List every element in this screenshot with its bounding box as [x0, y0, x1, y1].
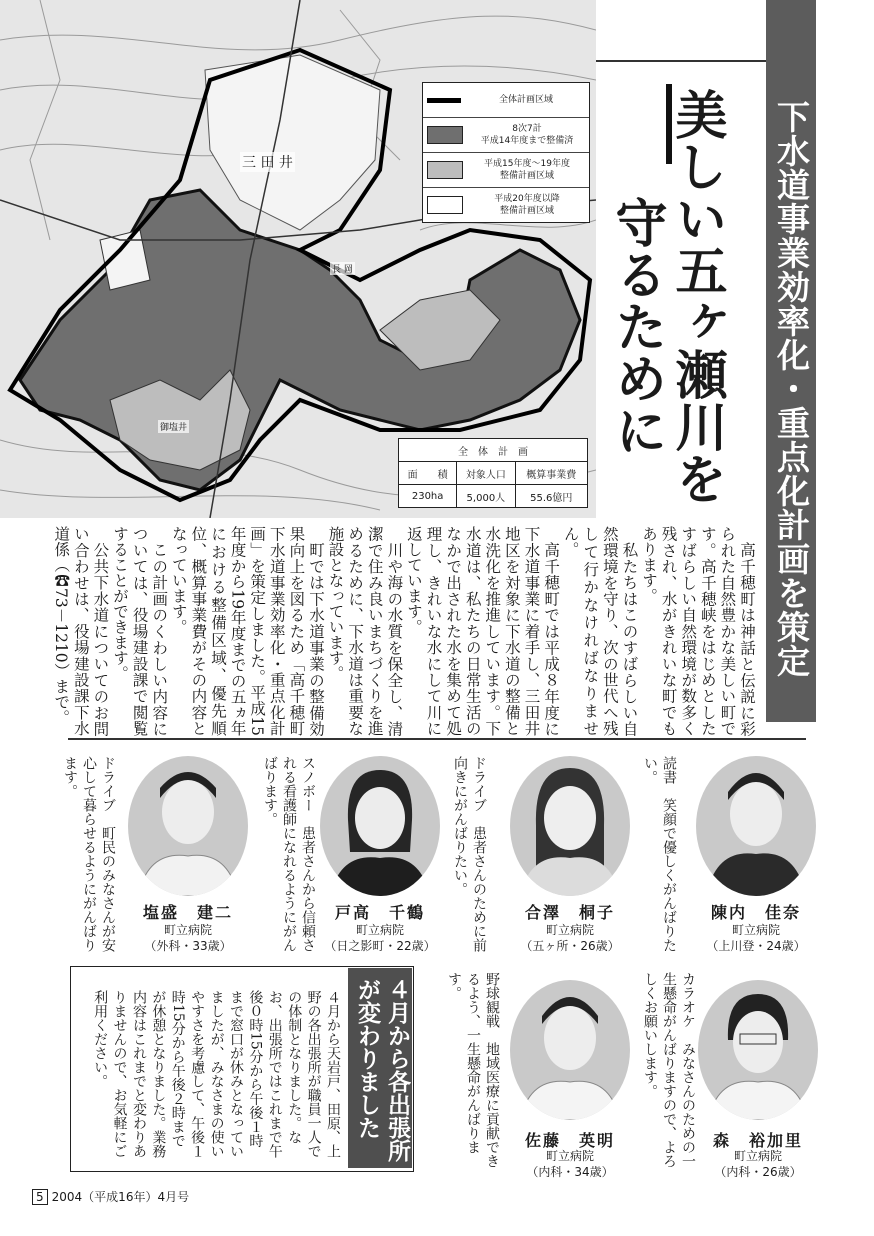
staff-comment: 野球観戦 地域医療に貢献できるよう、一生懸命がんばります。 — [446, 972, 500, 1168]
page-number: 5 — [32, 1189, 48, 1205]
staff-name: 戸高 千鶴 — [334, 903, 425, 922]
legend-item — [423, 118, 589, 153]
section-divider — [68, 738, 806, 740]
plan-table-header: 対象人口 — [457, 462, 515, 485]
top-rule — [596, 60, 766, 62]
staff-profile — [260, 752, 450, 962]
plan-table-cell: 5,000人 — [457, 485, 515, 508]
body-paragraph: 高千穂町では平成８年度に下水道事業に着手し、三田井地区を対象に下水道の整備と水洗化を推進しています。下水道は、私たちの日常生活のなかで出された水を集めて処理し、きれいな水にして川に返しています。 — [404, 526, 561, 736]
staff-org: 町立病院 — [163, 923, 212, 937]
legend-item — [423, 188, 589, 222]
page-footer — [32, 1188, 189, 1205]
staff-profile — [450, 752, 640, 962]
area-label-nagaoka: 長 岡 — [330, 262, 355, 275]
staff-name: 陳内 佳奈 — [710, 903, 801, 922]
area-label-gosanso: 御塩井 — [158, 420, 189, 433]
future-swatch — [427, 196, 463, 214]
body-paragraph: 高千穂町は神話と伝説に彩られた自然豊かな美しい町です。高千穂峡をはじめとしたすばらしい自然環境が数多く残され、水がきれいな町でもあります。 — [640, 526, 756, 736]
staff-profile — [640, 968, 820, 1182]
notice-body: ４月から天岩戸、田原、上野の各出張所が職員一人での体制となりました。なお、出張所ではこれまで午後０時15分から午後１時まで窓口が休みとなっていましたが、みなさまの使いやすさを考慮して、午後１時15分から午後２時までが休憩となりました。業務内容はこれまでと変わりありませんので、お気軽にご利用ください。 — [92, 990, 341, 1158]
staff-org: 町立病院 — [355, 923, 404, 937]
body-paragraph: 町では下水道事業の整備効果向上を図るため「高千穂町下水道事業効率化・重点化計画」を策定しました。平成15年度から19年度までの五ヵ年における整備区域、優先順位、概算事業費がその内容となっています。 — [169, 526, 325, 736]
staff-name: 森 裕加里 — [712, 1131, 803, 1150]
article-banner: 下水道事業効率化・重点化計画を策定 — [772, 100, 811, 678]
plan-table-cell: 55.6億円 — [515, 485, 588, 508]
article-title-line1: 美しい五ヶ瀬川を — [666, 88, 727, 504]
article-body — [50, 526, 756, 736]
issue-label: 2004（平成16年）4月号 — [51, 1190, 190, 1204]
boundary-swatch — [427, 98, 461, 103]
developed-swatch — [427, 126, 463, 144]
body-paragraph: 私たちはこのすばらしい自然環境を守り、次の世代へ残して行かなければなりません。 — [561, 526, 639, 736]
staff-comment: カラオケ みなさんのための一生懸命がんばりますので、よろしくお願いします。 — [642, 972, 696, 1168]
planned-swatch — [427, 161, 463, 179]
body-paragraph: 公共下水道についてのお問い合わせは、役場建設課下水道係（☎73－1210）まで。 — [52, 526, 110, 736]
staff-detail: （五ヶ所・26歳） — [520, 939, 620, 953]
staff-photo — [696, 756, 816, 896]
staff-photo — [510, 980, 630, 1120]
staff-photo — [128, 756, 248, 896]
staff-name: 合澤 桐子 — [524, 903, 615, 922]
plan-table-title: 全 体 計 画 — [399, 439, 588, 462]
staff-comment: ドライブ 患者さんのために前向きにがんばりたい。 — [452, 756, 487, 952]
legend-label: 平成15年度～19年度 整備計画区域 — [484, 159, 570, 181]
staff-name: 佐藤 英明 — [524, 1131, 615, 1150]
staff-name: 塩盛 建二 — [142, 903, 233, 922]
legend-label: 8次7計 平成14年度まで整備済 — [480, 124, 574, 146]
legend-label: 平成20年度以降 整備計画区域 — [494, 194, 560, 216]
plan-table-cell: 230ha — [399, 485, 457, 508]
staff-profile — [444, 968, 640, 1182]
staff-detail: （日之影町・22歳） — [324, 939, 436, 953]
staff-org: 町立病院 — [731, 923, 780, 937]
staff-detail: （内科・34歳） — [526, 1165, 614, 1179]
article-title-line2: 守るために — [606, 196, 667, 456]
staff-comment: 読書 笑顔で優しくがんばりたい。 — [642, 756, 677, 952]
staff-detail: （内科・26歳） — [714, 1165, 802, 1179]
notice-title: ４月から各出張所が変わりました — [348, 968, 412, 1168]
staff-photo — [510, 756, 630, 896]
body-paragraph: この計画のくわしい内容については、役場建設課で閲覧することができます。 — [111, 526, 169, 736]
area-label-sanda: 三 田 井 — [240, 152, 295, 172]
overall-plan-table — [398, 438, 588, 508]
body-paragraph: 川や海の水質を保全し、清潔で住み良いまちづくりを進めるために、下水道は重要な施設となっています。 — [326, 526, 404, 736]
staff-org: 町立病院 — [545, 923, 594, 937]
staff-profile — [60, 752, 260, 962]
staff-comment: ドライブ 町民のみなさんが安心して暮らせるようにがんばります。 — [62, 756, 116, 952]
legend-item — [423, 153, 589, 188]
plan-table-header: 概算事業費 — [515, 462, 588, 485]
map-legend — [422, 82, 590, 223]
staff-org: 町立病院 — [733, 1149, 782, 1163]
staff-detail: （外科・33歳） — [144, 939, 232, 953]
legend-label: 全体計画区域 — [498, 95, 553, 105]
staff-org: 町立病院 — [545, 1149, 594, 1163]
staff-comment: スノボー 患者さんから信頼される看護師になれるようにがんばります。 — [262, 756, 316, 952]
plan-table-header: 面 積 — [399, 462, 457, 485]
legend-item — [423, 83, 589, 118]
staff-photo — [320, 756, 440, 896]
staff-detail: （上川登・24歳） — [706, 939, 806, 953]
staff-photo — [698, 980, 818, 1120]
staff-profile — [640, 752, 820, 962]
